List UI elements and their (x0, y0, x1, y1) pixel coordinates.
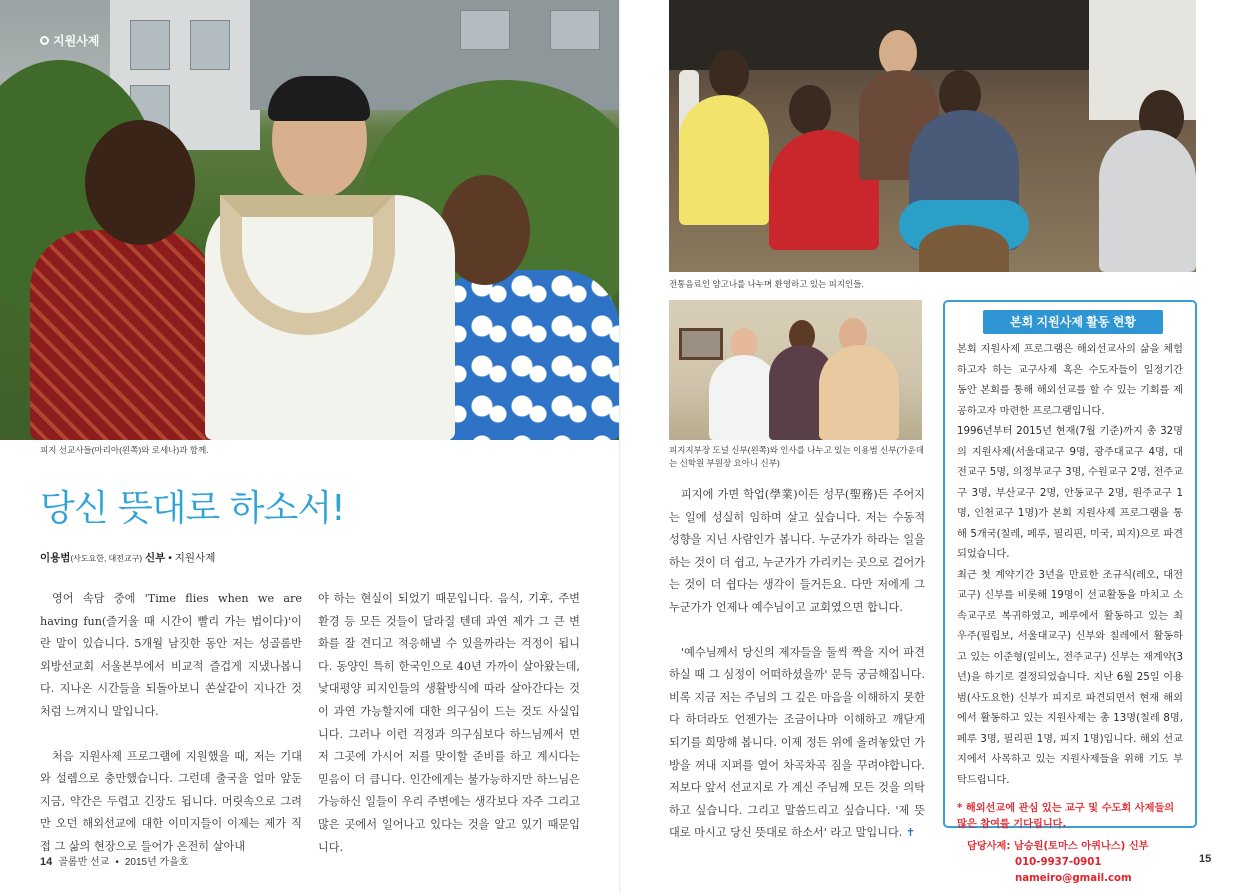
main-photo (0, 0, 621, 440)
body-column-2 (318, 588, 580, 881)
person-left-head (85, 120, 195, 245)
person-left (30, 230, 215, 440)
paragraph: 처음 지원사제 프로그램에 지원했을 때, 저는 기대와 설렘으로 충만했습니다. 그런데 출국을 얼마 앞둔 지금, 약간은 두렵고 긴장도 됩니다. 머릿속으로 그려만 오던 해외선교에 대한 이미지들이 이제는 제가 직접 그 삶의 현장으로 들어가 온전히 살아내 (40, 749, 302, 853)
info-paragraph: 1996년부터 2015년 현재(7월 기준)까지 총 32명의 지원사제(서울대교구 9명, 광주대교구 4명, 대전교구 5명, 의정부교구 3명, 수원교구 2명, 전주교구 3명, 부산교구 2명, 안동교구 2명, 원주교구 1명, 인천교구 1명)가 본회 지원사제 프로그램을 통해 5개국(칠레, 페루, 필리핀, 미국, 피지)으로 파견되었습니다. (957, 426, 1183, 560)
circle-bullet-icon (40, 36, 49, 45)
person-right (430, 270, 620, 440)
section-tag (40, 32, 99, 49)
group-photo (669, 0, 1196, 272)
page-number: 14 (40, 856, 53, 868)
contact-phone: 010-9937-0901 (1015, 857, 1102, 868)
magazine-name: 골롬반 선교 (58, 857, 110, 868)
end-mark-icon: ✝ (905, 826, 916, 840)
right-page (621, 0, 1243, 894)
contact-email[interactable]: nameiro@gmail.com (1015, 873, 1132, 884)
left-footer: 14 골롬반 선교 • 2015년 가을호 (40, 853, 189, 868)
group-photo-caption: 전통음료인 얌고나를 나누며 환영하고 있는 피지인들. (669, 279, 864, 289)
left-page (0, 0, 621, 894)
priest-hair (268, 76, 370, 121)
paragraph (669, 642, 925, 845)
handshake-photo-caption: 피지지부장 도널 신부(왼쪽)와 인사를 나누고 있는 이용범 신부(가운데는 신학원 부원장 요아니 신부) (669, 445, 924, 468)
info-paragraph: 본회 지원사제 프로그램은 해외선교사의 삶을 체험하고자 하는 교구사제 혹은 수도자들이 일정기간 동안 본회를 통해 해외선교를 할 수 있는 기회를 제공하고자 마련한 프로그램입니다. (957, 344, 1183, 417)
byline (40, 550, 215, 565)
right-page-number: 15 (1199, 853, 1212, 865)
body-column-1 (40, 588, 302, 881)
issue-label: 2015년 가을호 (124, 857, 189, 868)
info-box-body (957, 340, 1183, 791)
info-note: * 해외선교에 관심 있는 교구 및 수도회 사제들의 많은 참여를 기다립니다. (957, 803, 1175, 830)
contact-block (957, 839, 1183, 887)
paragraph: 영어 속담 중에 'Time flies when we are having fun(즐거울 때 시간이 빨리 가는 법이다)'이란 말이 있습니다. 5개월 남짓한 동안 저는 성골롬반외방선교회 서울본부에서 비교적 즐겁게 지냈나봅니다. 지나온 시간들을 되돌아보니 쏜살같이 지나간 것처럼 느껴지니 말입니다. (40, 592, 302, 718)
body-column-3 (669, 484, 925, 867)
paragraph: 야 하는 현실이 되었기 때문입니다. 음식, 기후, 주변 환경 등 모든 것들이 달라질 텐데 과연 제가 그 큰 변화를 잘 견디고 적응해낼 수 있을까라는 걱정이 됩니다. 동양인 특히 한국인으로 40년 가까이 살아왔는데, 낯대평양 피지인들의 생활방식에 따라 살아간다는 것이 과연 가능할지에 대한 의구심이 드는 것도 사실입니다. 그러나 이런 걱정과 의구심보다 하느님께서 먼저 그곳에 가시어 저를 맞이할 준비를 하고 계시다는 믿음이 더 큽니다. 인간에게는 불가능하지만 하느님은 가능하신 일들이 우리 주변에는 생각보다 자주 그리고 많은 곳에서 일어나고 있다는 것을 알고 있기 때문입니다. (318, 592, 580, 854)
handshake-photo (669, 300, 922, 440)
author-role: 신부 (144, 552, 166, 564)
info-box-title: 본회 지원사제 활동 현황 (983, 310, 1163, 334)
author-name: 이용범 (40, 552, 71, 564)
article-title: 당신 뜻대로 하소서! (40, 488, 345, 529)
main-photo-caption: 피지 선교사들(마리아(왼쪽)와 로세나)과 함께. (40, 445, 209, 455)
section-label: 지원사제 (53, 34, 100, 48)
contact-name: 남승원(토마스 아퀴나스) 신부 (1014, 841, 1149, 852)
byline-suffix: • 지원사제 (168, 552, 216, 564)
info-paragraph: 최근 첫 계약기간 3년을 만료한 조규식(레오, 대전교구) 신부를 비롯해 19명이 선교활동을 마치고 소속교구로 복귀하였고, 페루에서 활동하고 있는 최우주(필립보, 서울대교구) 신부와 칠레에서 활동하고 있는 이준형(일비노, 전주교구) 신부는 재계약(3년)을 하기로 결정되었습니다. 지난 6월 25일 이용범(사도요한) 신부가 피지로 파견되면서 현재 해외에서 활동하고 있는 지원사제는 총 13명(칠레 8명, 페루 3명, 필리핀 1명, 피지 1명)입니다. 해외 선교지에서 사목하고 있는 지원사제들을 위해 기도 부탁드립니다. (957, 569, 1183, 786)
author-affiliation: (사도요한, 대전교구) (70, 554, 143, 563)
contact-label: 담당사제: (967, 841, 1011, 852)
paragraph-text: '예수님께서 당신의 제자들을 둘씩 짝을 지어 파견하실 때 그 심정이 어떠하셨을까' 문득 궁금해집니다. 비록 지금 저는 주님의 그 깊은 마음을 이해하지 못한다 하더라도 언젠가는 조금이나마 이해하고 깨닫게 되기를 희망해 봅니다. 이제 정든 위에 올려놓았던 가방을 꺼내 지퍼를 열어 차곡차곡 짐을 꾸려야합니다. 저보다 앞서 선교지로 가 계신 주님께 모든 것을 의탁하고 싶습니다. 그리고 말씀드리고 싶습니다. '제 뜻대로 마시고 당신 뜻대로 하소서' 라고 말입니다. (669, 645, 925, 840)
paragraph: 피지에 가면 학업(學業)이든 성무(聖務)든 주어지는 일에 성실히 임하며 살고 싶습니다. 저는 수동적 성향을 지닌 사람인가 봅니다. 누군가가 하라는 일을 하는 것이 더 쉽고, 누군가가 가리키는 곳으로 걸어가는 것이 더 쉽다는 생각이 들거든요. 다만 저에게 그 누군가가 언제나 예수님이고 교회였으면 합니다. (669, 488, 925, 614)
info-box (943, 300, 1197, 884)
